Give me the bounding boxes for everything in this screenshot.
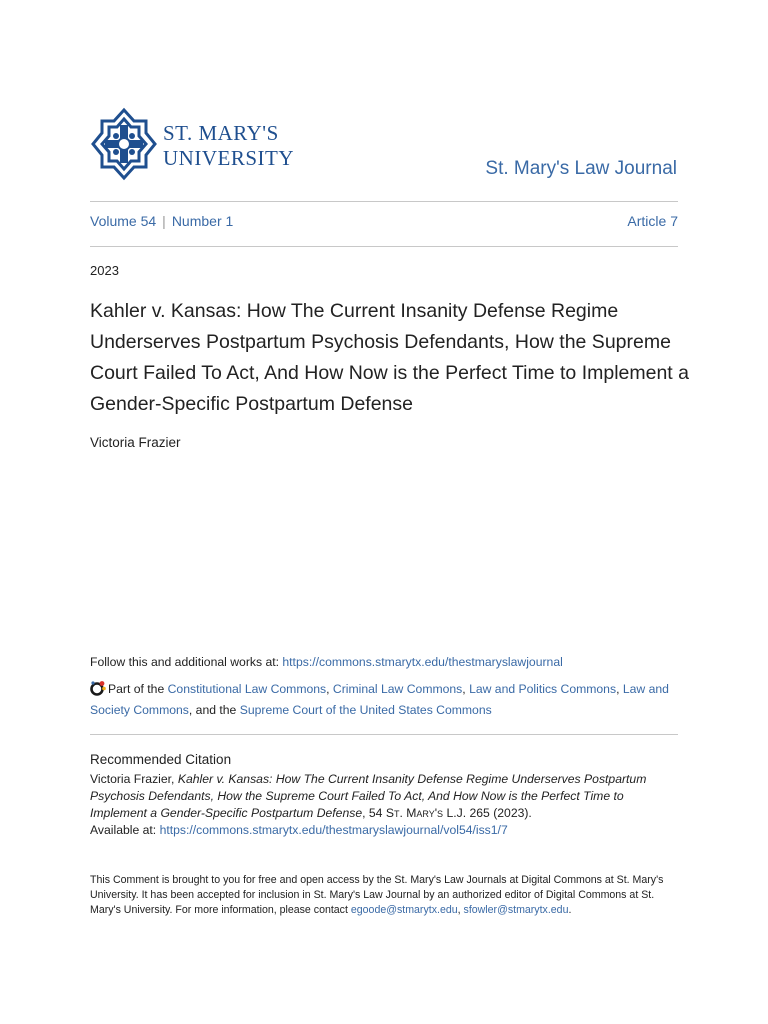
logo-line-2: UNIVERSITY xyxy=(163,146,294,170)
author-name: Victoria Frazier xyxy=(90,435,181,450)
contact-email-1[interactable]: egoode@stmarytx.edu xyxy=(350,904,458,916)
issue-bar xyxy=(90,213,678,235)
part-of-separator: , xyxy=(326,682,333,696)
supreme-court-commons-link[interactable]: Supreme Court of the United States Commons xyxy=(239,702,492,717)
part-of-prefix: Part of the xyxy=(108,682,168,696)
access-notice-text: This Comment is brought to you for free and open access by the St. Mary's Law Journals at Digital Commons at St. Mary's University. It has been accepted for inclusion in St. Mary's Law Journal by an authorized editor of Digital Commons at St. Mary's University. For more information, please contact xyxy=(90,874,664,916)
number-link[interactable]: Number 1 xyxy=(171,213,234,229)
follow-line xyxy=(90,653,680,671)
part-of-line xyxy=(90,679,680,720)
citation-title: Kahler v. Kansas: How The Current Insanity Defense Regime Underserves Postpartum Psychosis Defendants, How the Supreme Court Failed To Act, And How Now is the Perfect Time to Implement a Gender-Specific Postpartum Defense xyxy=(90,772,647,820)
citation-page: L.J. 265 (2023). xyxy=(443,806,532,820)
available-at-link[interactable]: https://commons.stmarytx.edu/thestmaryslawjournal/vol54/iss1/7 xyxy=(159,823,508,837)
volume-link[interactable]: Volume 54 xyxy=(90,213,157,229)
article-title: Kahler v. Kansas: How The Current Insanity Defense Regime Underserves Postpartum Psychosis Defendants, How the Supreme Court Failed To Act, And How Now is the Perfect Time to Implement a Gender-Specific Postpartum Defense xyxy=(90,300,689,415)
university-emblem-icon xyxy=(90,107,158,181)
email-separator: , xyxy=(457,904,464,916)
part-of-separator: , xyxy=(616,682,623,696)
part-of-separator: , and the xyxy=(188,702,240,717)
part-of-separator: , xyxy=(462,682,470,696)
logo-wordmark xyxy=(163,121,294,171)
notice-end: . xyxy=(568,904,572,916)
citation-volume: , 54 xyxy=(362,806,386,820)
contact-email-2[interactable]: sfowler@stmarytx.edu xyxy=(463,904,569,916)
issue-separator: | xyxy=(162,213,166,229)
university-logo[interactable] xyxy=(90,107,294,181)
access-notice xyxy=(90,873,680,918)
citation-text xyxy=(90,771,680,839)
available-at-label: Available at: xyxy=(90,823,160,837)
recommended-citation-heading: Recommended Citation xyxy=(90,752,232,767)
issue-divider xyxy=(90,246,678,247)
law-and-society-commons-link[interactable]: Law and Society Commons xyxy=(90,682,669,717)
citation-author: Victoria Frazier, xyxy=(90,772,178,786)
criminal-law-commons-link[interactable]: Criminal Law Commons xyxy=(332,682,463,696)
header-divider xyxy=(90,201,678,202)
logo-line-1: ST. MARY'S xyxy=(163,121,279,145)
journal-name-link[interactable]: St. Mary's Law Journal xyxy=(485,158,677,179)
article-link[interactable]: Article 7 xyxy=(627,213,678,229)
citation-journal: St. Mary's xyxy=(385,806,444,820)
follow-link[interactable]: https://commons.stmarytx.edu/thestmaryslawjournal xyxy=(282,655,563,669)
constitutional-law-commons-link[interactable]: Constitutional Law Commons xyxy=(167,682,327,696)
network-commons-icon xyxy=(90,680,106,696)
citation-divider xyxy=(90,734,678,735)
publication-year: 2023 xyxy=(90,263,119,278)
follow-label: Follow this and additional works at: xyxy=(90,655,283,669)
law-and-politics-commons-link[interactable]: Law and Politics Commons xyxy=(469,682,617,696)
